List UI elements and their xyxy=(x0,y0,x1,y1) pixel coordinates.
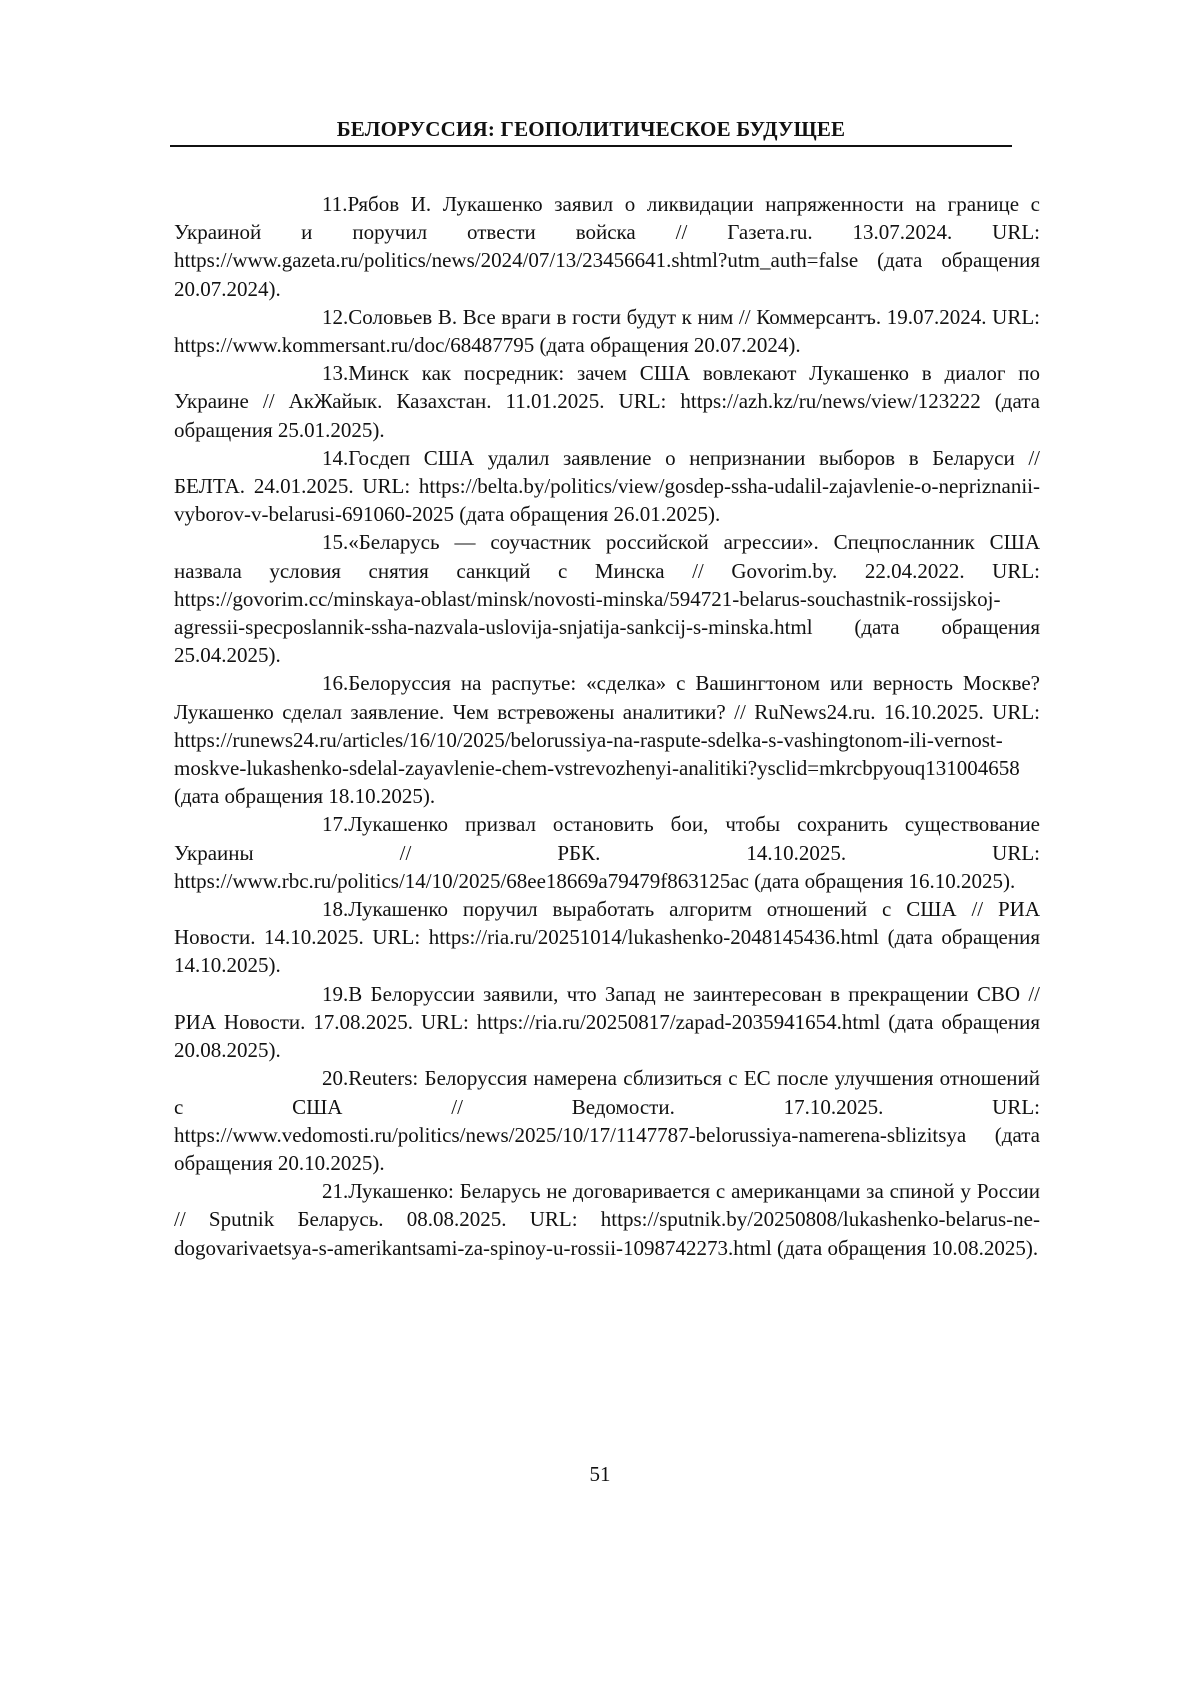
reference-text: «Беларусь — соучастник российской агрессии». Спецпосланник США назвала условия снятия санкций с Минска // Govorim.by. 22.04.2022. URL: https://govorim.cc/minskaya-oblast/minsk/novosti-minska/594721-belarus-souchastnik-rossijskoj-agressii-specposlannik-ssha-nazvala-uslovija-snjatija-sankcij-s-minska.html (дата обращения 25.04.2025). xyxy=(174,530,1040,668)
reference-text: Госдеп США удалил заявление о непризнании выборов в Беларуси // БЕЛТА. 24.01.2025. URL: https://belta.by/politics/view/gosdep-ssha-udalil-zajavlenie-o-nepriznanii-vyborov-v-belarusi-691060-2025 (дата обращения 26.01.2025). xyxy=(174,445,1040,527)
reference-entry xyxy=(174,1177,1040,1262)
reference-list xyxy=(174,190,1040,1262)
reference-number: 19. xyxy=(322,981,349,1006)
reference-text: Лукашенко: Беларусь не договаривается с американцами за спиной у России // Sputnik Беларусь. 08.08.2025. URL: https://sputnik.by/20250808/lukashenko-belarus-ne-dogovarivaetsya-s-amerikantsami-za-spinoy-u-rossii-1098742273.html (дата обращения 10.08.2025). xyxy=(174,1179,1040,1260)
reference-text: Минск как посредник: зачем США вовлекают Лукашенко в диалог по Украине // АкЖайык. Казахстан. 11.01.2025. URL: https://azh.kz/ru/news/view/123222 (дата обращения 25.01.2025). xyxy=(174,361,1040,442)
reference-number: 16. xyxy=(322,671,349,696)
reference-text: Лукашенко призвал остановить бои, чтобы сохранить существование Украины // РБК. 14.10.2025. URL: https://www.rbc.ru/politics/14/10/2025/68ee18669a79479f863125ac (дата обращения 16.10.2025). xyxy=(174,812,1040,893)
reference-number: 13. xyxy=(322,361,349,386)
reference-entry xyxy=(174,810,1040,895)
reference-entry xyxy=(174,980,1040,1065)
header-rule xyxy=(170,145,1012,147)
reference-number: 12. xyxy=(322,304,349,329)
reference-entry xyxy=(174,669,1040,810)
reference-number: 15. xyxy=(322,530,349,555)
reference-number: 11. xyxy=(322,192,348,216)
reference-number: 18. xyxy=(322,897,349,922)
reference-number: 17. xyxy=(322,812,349,837)
reference-text: Рябов И. Лукашенко заявил о ликвидации напряженности на границе с Украиной и поручил отвести войска // Газета.ru. 13.07.2024. URL: https://www.gazeta.ru/politics/news/2024/07/13/23456641.shtml?utm_auth=false (дата обращения 20.07.2024). xyxy=(174,192,1040,301)
reference-entry xyxy=(174,528,1040,669)
reference-number: 14. xyxy=(322,445,349,470)
reference-text: Лукашенко поручил выработать алгоритм отношений с США // РИА Новости. 14.10.2025. URL: https://ria.ru/20251014/lukashenko-2048145436.html (дата обращения 14.10.2025). xyxy=(174,897,1040,978)
reference-number: 21. xyxy=(322,1179,349,1204)
reference-entry xyxy=(174,190,1040,303)
reference-text: Соловьев В. Все враги в гости будут к ним // Коммерсантъ. 19.07.2024. URL: https://www.kommersant.ru/doc/68487795 (дата обращения 20.07.2024). xyxy=(174,304,1040,358)
running-header: БЕЛОРУССИЯ: ГЕОПОЛИТИЧЕСКОЕ БУДУЩЕЕ xyxy=(336,117,846,141)
page-number: 51 xyxy=(589,1462,611,1486)
reference-entry xyxy=(174,303,1040,359)
reference-entry xyxy=(174,1064,1040,1177)
reference-text: Белоруссия на распутье: «сделка» с Вашингтоном или верность Москве? Лукашенко сделал заявление. Чем встревожены аналитики? // RuNews24.ru. 16.10.2025. URL: https://runews24.ru/articles/16/10/2025/belorussiya-na-raspute-sdelka-s-vashingtonom-ili-vernost-moskve-lukashenko-sdelal-zayavlenie-chem-vstrevozhenyi-analitiki?ysclid=mkrcbpyouq131004658 (дата обращения 18.10.2025). xyxy=(174,671,1040,809)
reference-entry xyxy=(174,359,1040,444)
reference-text: В Белоруссии заявили, что Запад не заинтересован в прекращении СВО // РИА Новости. 17.08.2025. URL: https://ria.ru/20250817/zapad-2035941654.html (дата обращения 20.08.2025). xyxy=(174,981,1040,1063)
reference-number: 20. xyxy=(322,1066,349,1091)
reference-entry xyxy=(174,444,1040,529)
reference-text: Reuters: Белоруссия намерена сблизиться с ЕС после улучшения отношений с США // Ведомости. 17.10.2025. URL: https://www.vedomosti.ru/politics/news/2025/10/17/1147787-belorussiya-namerena-sblizitsya (дата обращения 20.10.2025). xyxy=(174,1066,1040,1175)
reference-entry xyxy=(174,895,1040,980)
